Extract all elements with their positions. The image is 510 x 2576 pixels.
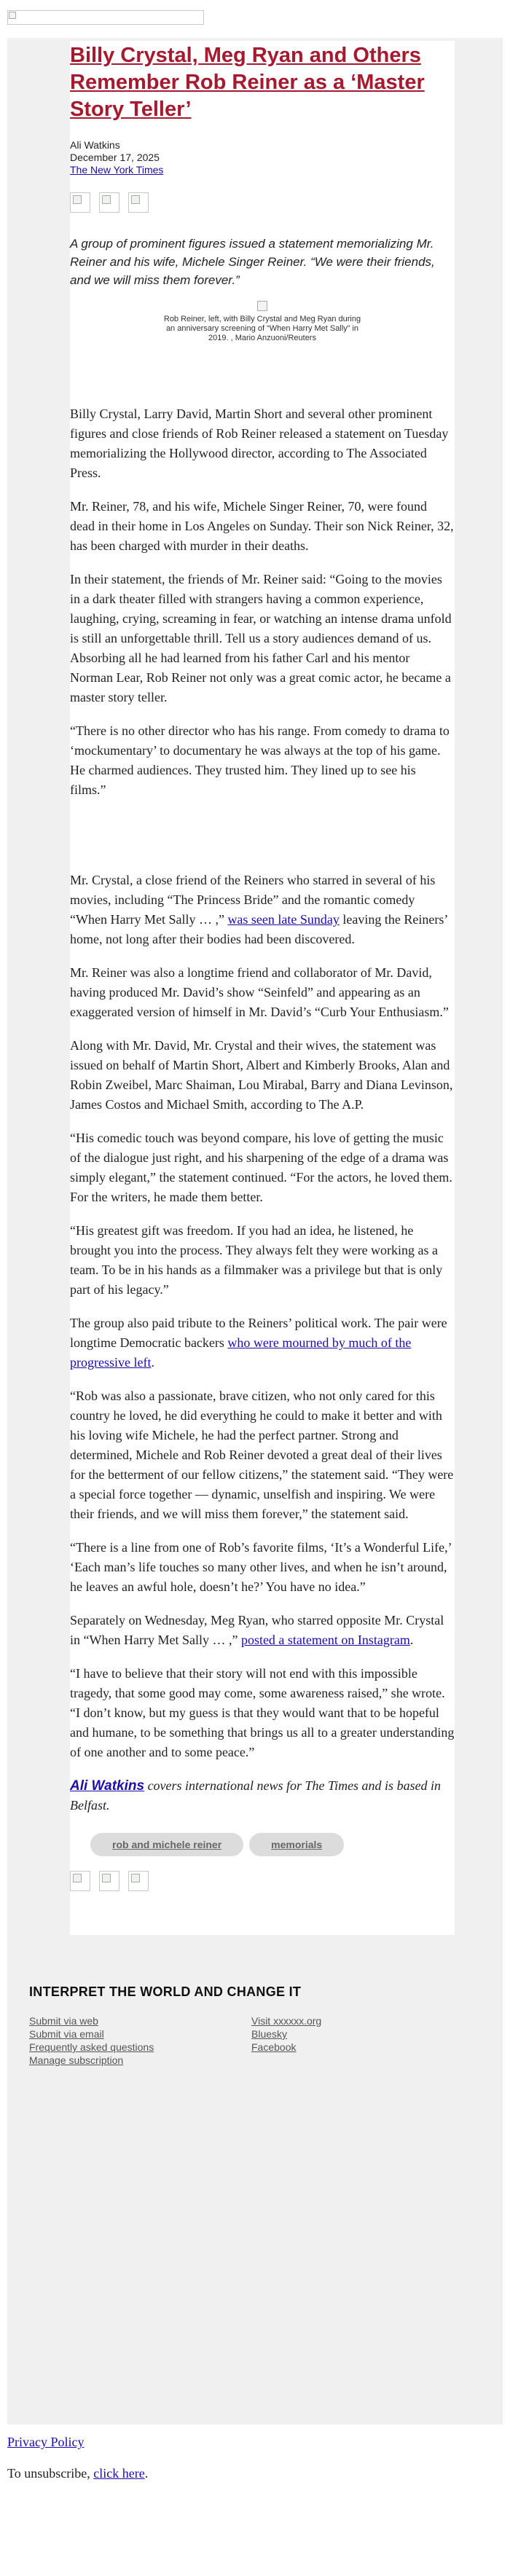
author-note <box>70 1776 455 1815</box>
footer-left-links <box>29 2014 251 2067</box>
visit-site-link[interactable]: Visit xxxxxx.org <box>251 2015 322 2027</box>
privacy-policy-link[interactable]: Privacy Policy <box>7 2435 85 2449</box>
share-icon-1[interactable] <box>70 192 90 213</box>
submit-via-email-link[interactable]: Submit via email <box>29 2028 104 2040</box>
unsubscribe-link[interactable]: click here <box>93 2466 145 2481</box>
image-caption: Rob Reiner, left, with Billy Crystal and Meg Ryan during an anniversary screening of “When Harry Met Sally” in 2019. , Mario Anzuoni/Reuters <box>163 315 361 342</box>
footer-title: INTERPRET THE WORLD AND CHANGE IT <box>29 1984 302 1999</box>
broken-image-icon <box>257 301 267 311</box>
share-icon-3[interactable] <box>128 1871 149 1891</box>
share-icon-1[interactable] <box>70 1871 90 1891</box>
tag-memorials[interactable]: memorials <box>249 1833 344 1856</box>
newsletter-footer <box>7 1960 503 2081</box>
paragraph <box>70 871 455 949</box>
legal-footer <box>0 2435 510 2481</box>
paragraph: “His comedic touch was beyond compare, his love of getting the music of the dialogue just right, and his sharpening of the edge of a drama was simply elegant,” the statement continued. “For the actors, he loved them. For the writers, he made them better. <box>70 1131 452 1204</box>
email-header <box>0 0 510 38</box>
share-icons-bottom <box>70 1871 455 1891</box>
share-icon-2[interactable] <box>99 1871 119 1891</box>
article-headline: Billy Crystal, Meg Ryan and Others Remember Rob Reiner as a ‘Master Story Teller’ <box>70 44 425 121</box>
author-name: Ali Watkins <box>70 139 120 151</box>
facebook-link[interactable]: Facebook <box>251 2041 297 2053</box>
instagram-statement-link[interactable]: posted a statement on Instagram <box>240 1633 410 1647</box>
paragraph: In their statement, the friends of Mr. Reiner said: “Going to the movies in a dark theater filled with strangers having a common experience, laughing, crying, screaming in fear, or watching an intense drama unfold is still an unforgettable thrill. Tell us a story audiences demand of us. Absorbing all he had learned from his father Carl and his mentor Norman Lear, Rob Reiner not only was a great comic actor, he became a master story teller. <box>70 572 452 704</box>
bluesky-link[interactable]: Bluesky <box>251 2028 288 2040</box>
paragraph: “I have to believe that their story will not end with this impossible tragedy, that some good may come, some awareness raised,” she wrote. “I don’t know, but my guess is that they would want that to be hopeful and humane, to be something that brings us all to a greater understanding of one another and to some peace.” <box>70 1666 455 1759</box>
progressive-left-link[interactable]: who were mourned by much of the progressive left <box>70 1335 412 1370</box>
paragraph: “His greatest gift was freedom. If you had an idea, he listened, he brought you into the process. They always felt they were working as a team. To be in his hands as a filmmaker was a privilege but that is only part of his legacy.” <box>70 1223 443 1297</box>
paragraph-text: leaving the Reiners’ home, not long after their bodies had been discovered. <box>70 912 448 946</box>
paragraph: “There is no other director who has his range. From comedy to drama to ‘mockumentary’ to documentary he was always at the top of his game. He charmed audiences. They trusted him. They lined up to see his films.” <box>70 723 450 797</box>
paragraph <box>70 1313 455 1373</box>
paragraph-text: . <box>151 1355 154 1370</box>
article-summary: A group of prominent figures issued a statement memorializing Mr. Reiner and his wife, Michele Singer Reiner. “We were their friends, and we will miss them forever.” <box>70 237 435 287</box>
paragraph-text: . <box>409 1633 414 1647</box>
topic-tags <box>90 1833 455 1856</box>
lead-figure <box>70 301 455 343</box>
ad-spacer <box>70 814 455 871</box>
author-note-text: covers international news for The Times and is based in Belfast. <box>70 1778 442 1813</box>
paragraph: “Rob was also a passionate, brave citizen, who not only cared for this country he loved, he did everything he could to make it better and with his loving wife Michele, he had the perfect partner. Strong and determined, Michele and Rob Reiner devoted a great deal of their lives for the betterment of our fellow citizens,” the statement said. “They were a special force together — dynamic, unselfish and inspiring. We were their friends, and we will miss them forever,” the statement said. <box>70 1389 454 1521</box>
paragraph-text: Mr. Crystal, a close friend of the Reiners who starred in several of his movies, including “The Princess Bride” and the romantic comedy “When Harry Met Sally … ,” <box>70 873 436 927</box>
manage-subscription-link[interactable]: Manage subscription <box>29 2054 124 2066</box>
paragraph: Billy Crystal, Larry David, Martin Short and several other prominent figures and close friends of Rob Reiner released a statement on Tuesday memorializing the Hollywood director, according to The Associated Press. <box>70 407 449 480</box>
author-link[interactable]: Ali Watkins <box>70 1778 145 1794</box>
paragraph: Along with Mr. David, Mr. Crystal and their wives, the statement was issued on behalf of Martin Short, Albert and Kimberly Brooks, Alan and Robin Zweibel, Marc Shaiman, Lou Mirabal, Barry and Diana Levinson, James Costos and Michael Smith, according to The A.P. <box>70 1038 453 1112</box>
paragraph-text: Separately on Wednesday, Meg Ryan, who starred opposite Mr. Crystal in “When Harry Met Sally … ,” <box>70 1613 444 1647</box>
paragraph <box>70 1611 455 1650</box>
footer-links <box>29 2014 481 2067</box>
tag-rob-and-michele-reiner[interactable]: rob and michele reiner <box>90 1833 243 1856</box>
seen-late-sunday-link[interactable]: was seen late Sunday <box>227 912 340 927</box>
faq-link[interactable]: Frequently asked questions <box>29 2041 154 2053</box>
byline <box>70 139 455 176</box>
unsubscribe-text: To unsubscribe, <box>7 2466 94 2481</box>
share-icon-2[interactable] <box>99 192 119 213</box>
paragraph-text: The group also paid tribute to the Reiners’ political work. The pair were longtime Democratic backers <box>70 1316 447 1350</box>
publish-date: December 17, 2025 <box>70 152 160 163</box>
footer-right-links <box>251 2014 474 2067</box>
paragraph: “There is a line from one of Rob’s favorite films, ‘It’s a Wonderful Life,’ ‘Each man’s life touches so many other lives, and when he isn’t around, he leaves an awful hole, doesn’t he?’ You have no idea.” <box>70 1540 452 1594</box>
broken-logo-image-icon <box>7 10 204 25</box>
newsletter-panel <box>7 38 503 2424</box>
unsubscribe-line <box>7 2466 503 2481</box>
article <box>70 41 455 1935</box>
submit-via-web-link[interactable]: Submit via web <box>29 2015 98 2027</box>
share-icons-top <box>70 192 455 213</box>
paragraph: Mr. Reiner was also a longtime friend and collaborator of Mr. David, having produced Mr. David’s show “Seinfeld” and appearing as an exaggerated version of himself in Mr. David’s “Curb Your Enthusiasm.” <box>70 965 449 1019</box>
unsubscribe-suffix: . <box>144 2466 149 2481</box>
article-headline-link[interactable] <box>70 41 455 123</box>
publication-link[interactable]: The New York Times <box>70 164 164 176</box>
share-icon-3[interactable] <box>128 192 149 213</box>
paragraph: Mr. Reiner, 78, and his wife, Michele Singer Reiner, 70, were found dead in their home in Los Angeles on Sunday. Their son Nick Reiner, 32, has been charged with murder in their deaths. <box>70 499 454 553</box>
article-body <box>70 404 455 1815</box>
